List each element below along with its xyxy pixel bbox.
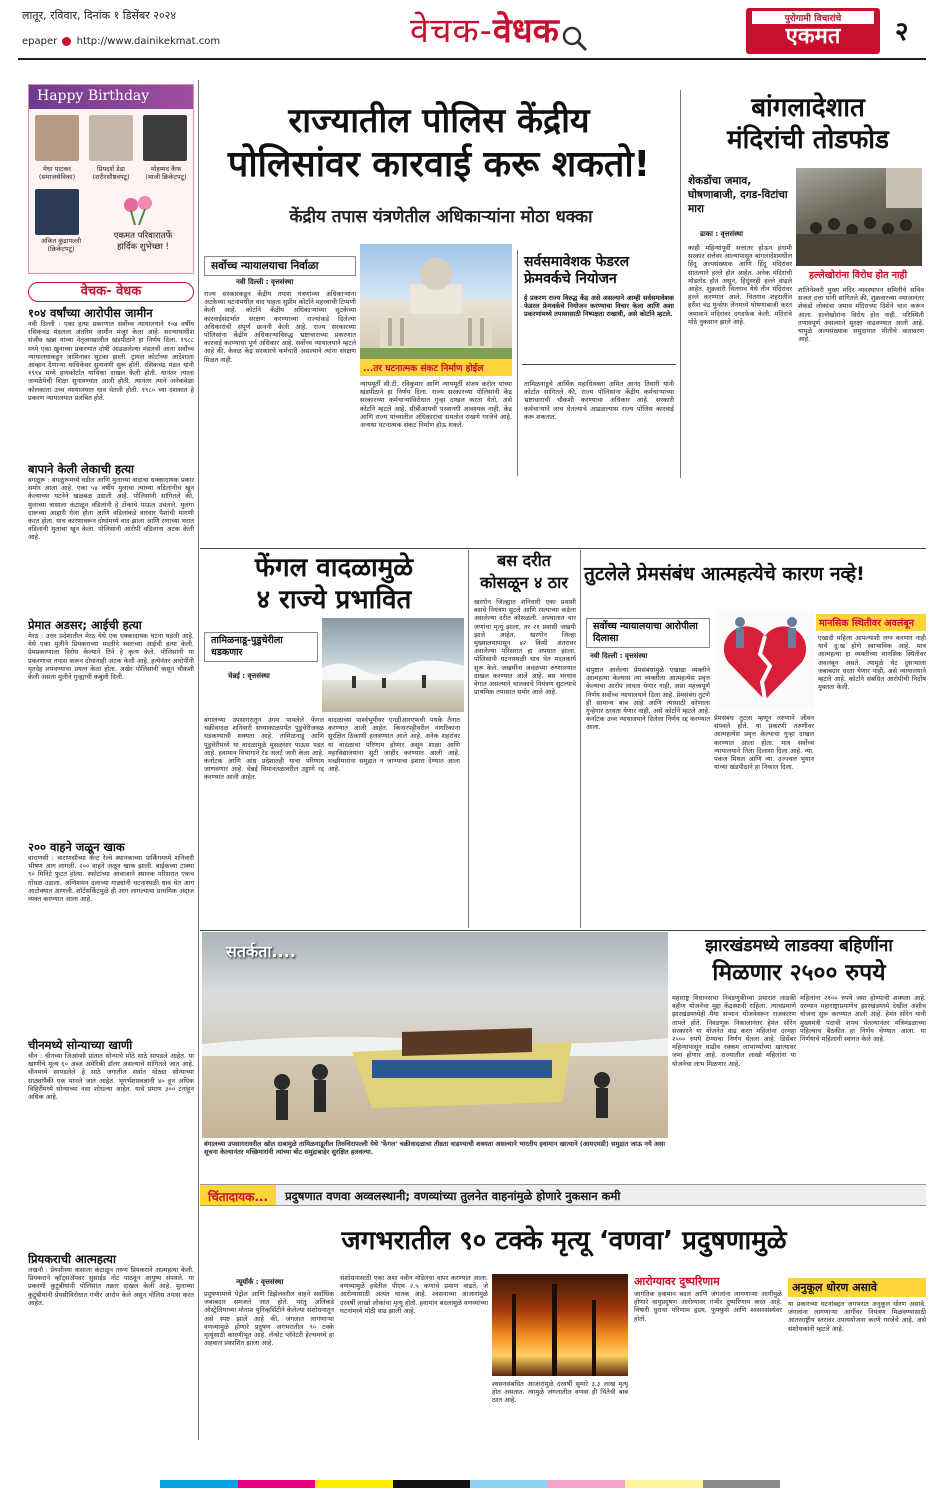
cyclone-headline: फेंगल वादळामुळे ४ राज्ये प्रभावित (254, 553, 414, 615)
fire-body: प्रदुषणामध्ये पेट्रोल आणि डिझेलवरील वाहने सर्वाधिक जबाबदार समजले जात होते. परंतु अलिकडे ऑस्ट्रेलियाच्या मोनाश युनिव्हर्सिटीने केलेल्या संशोधनातून असे स्पष्ट झाले आहे की, जंगलात लागणाऱ्या वणव्यामुळे होणारे प्रदुषण जगभरातील ९० टक्के मृत्यूंसाठी कारणीभूत आहे. लॅन्सेट प्लॅनेटरी हेल्थमध्ये हा अहवाल प्रकाशित झाला आहे. (204, 1290, 334, 1348)
breakup-body-3: एखादी महिला आपल्याशी लग्न करणार नाही याचे दु:ख होणे स्वाभाविक आहे. मात्र आत्महत्या हा व्यक्तीच्या मानसिक स्थितीवर अवलंबून असते. त्यामुळे थेट दुसऱ्याला जबाबदार धरता येणार नाही, असे न्यायालयाने म्हटले आहे. कोर्टाने संबंधित आरोपीची निर्दोष मुक्तता केली. (818, 634, 926, 692)
birthday-photo-3 (143, 115, 187, 161)
lead-tag: सर्वोच्च न्यायालयाचा निर्वाळा (204, 256, 356, 276)
breakup-body-2: प्रेमसंबंध तुटला म्हणून तरुणाने जीवन संपवले होते. या प्रकरणी तरुणीवर आत्महत्येस प्रवृत्त केल्याचा गुन्हा दाखल करण्यात आला होता. मात्र सर्वोच्च न्यायालयाने तिला दिलासा दिला आहे. न्या. पंकज मिथल आणि न्या. उज्ज्वल भुयान यांच्या खंडपीठाने हा निकाल दिला. (714, 714, 814, 772)
bangladesh-body-2: शांतिनेश्वरी मुख्य मंदिर व्यवस्थापन समितीचे सचिव सजल दत्ता यांनी सांगितले की, शुक्रवारच्या नमाजानंतर शेकडो लोकांचा जमाव मंदिराच्या दिशेने चाल करून आला. हल्लेखोरांना विरोध होत नाही. परिस्थिती तणावपूर्ण असल्याने सुरक्षा वाढवण्यात आली आहे. यामुळे अल्पसंख्याक समुदायात भीतीचे वातावरण आहे. (798, 286, 924, 344)
bangladesh-photo-caption: हल्लेखोरांना विरोध होत नाही (790, 266, 926, 283)
sidebar-heading-6: प्रियकराची आत्महत्या (28, 1252, 116, 1266)
globe-icon (62, 37, 71, 46)
sidebar-heading-3: प्रेमात अडसर; आईची हत्या (28, 618, 142, 632)
sidebar-section-title: वेचक- वेधक (28, 282, 194, 302)
breakup-body: संपुष्टात आलेल्या प्रेमसंबंधांमुळे एखाद्या व्यक्तीने आत्महत्या केल्यास त्या व्यक्तीला आत्महत्येस प्रवृत्त केल्याचा आरोप लावता येणार नाही, असा महत्त्वपूर्ण निर्णय सर्वोच्च न्यायालयाने दिला आहे. प्रेमसंबंध तुटणे ही सामान्य बाब आहे आणि त्यासाठी कोणाला गुन्हेगार ठरवता येणार नाही, असे कोर्टाने म्हटले आहे. कर्नाटक उच्च न्यायालयाने दिलेला निर्णय रद्द करण्यात आला. (586, 666, 710, 732)
pollution-banner-label: चिंतादायक... (200, 1185, 276, 1206)
birthday-wish: एकमत परिवारातर्फे हार्दिक शुभेच्छा ! (113, 231, 173, 252)
lead-body-col1: राज्य सरकारकडून केंद्रीय तपास यंत्रणांच्या अधिकाऱ्यांना अटकेच्या घटनांमधील वाद पाहता सुप्रीम कोर्टाने महत्त्वाची टिप्पणी केली आहे. कोर्टाने केंद्रीय अधिकाऱ्यांच्या सुटकेच्या कारवाईसंदर्भात संरक्षण करण्याच्या राज्यांकडे दिलेल्या अधिकारांची संपूर्ण छाननी केली आहे. राज्य सरकारच्या पोलिसांना केंद्रीय अधिकाऱ्यांविरुद्ध भ्रष्टाचाराच्या प्रकरणात कारवाई करण्याचा पूर्ण अधिकार आहे. सर्वोच्च न्यायालयाने म्हटले आहे की, केवळ केंद्र सरकारचे कर्मचारी असल्याने त्यांना संरक्षण मिळत नाही. (204, 290, 356, 364)
sidebar-body-5: चीन : चीनच्या जिआंग्शी प्रांतात सोन्याचे मोठे साठे सापडले आहेत. या खाणींचे मूल्य ६० अब्ज अमेरिकी डॉलर असल्याचे सांगितले जात आहे. चीनमध्ये सापडलेले हे साठे जगातील सर्वात मोठ्या सोन्याच्या साठ्यांपैकी एक मानले जात आहेत. भूगर्भशास्त्रज्ञांनी ४० हून अधिक विहिरींमध्ये सोन्याच्या नसा शोधल्या आहेत. याचे प्रमाण ३०० टनांहून अधिक आहे. (28, 1052, 194, 1102)
pollution-banner (200, 1184, 926, 1206)
cyclone-tag: तामिळनाडू-पुडुचेरीला धडकणार (204, 632, 318, 662)
sidebar-heading-2: बापाने केली लेकाची हत्या (28, 462, 135, 476)
fire-headline: जगभरातील ९० टक्के मृत्यू ‘वणवा’ प्रदुषणामुळे (341, 1226, 787, 1256)
color-registration-bar (160, 1480, 780, 1488)
magnifier-icon (560, 24, 588, 52)
bus-headline: बस दरीत कोसळून ४ ठार (480, 551, 568, 592)
federal-body: हे प्रकरण राज्य विरुद्ध केंद्र असे असल्याने आम्ही सर्वसमावेशक फेडरल फ्रेमवर्कचे नियोजन करण्याचा विचार केला आणि अशा प्रकरणांमध्ये तपासासाठी निष्पक्षता राखावी, असे कोर्टाने म्हटले. (524, 294, 674, 319)
federal-headline: सर्वसमावेशक फेडरल फ्रेमवर्कचे नियोजन (524, 254, 630, 287)
birthday-title: Happy Birthday (29, 85, 193, 109)
sidebar-body-6: लखनौ : प्रेयसीच्या त्रासाला कंटाळून तरुण प्रियकराने आत्महत्या केली. प्रियकराने व्हॉट्सअ‍ॅपवर सुसाईड नोट पाठवून आयुष्य संपवले. या प्रकरणी कुटुंबीयांनी पोलिसांत तक्रार दाखल केली आहे. मुलाच्या कुटुंबीयांनी प्रेयसीविरोधात गंभीर आरोप केले असून पोलिस तपास करत आहेत. (28, 1266, 194, 1307)
photo-story-caption: बंगालच्या उपसागरावरील खोल दाबामुळे तामिळनाडूतील तिरुचिरापल्ली येथे 'फेंगल' चक्रीवादळाचा तीव्रता वाढण्याची शक्यता असल्याने भारतीय हवामान खात्याने (आयएमडी) समुद्रात जाऊ नये असा सूचना केल्यानंतर मच्छिमारांनी त्यांच्या बोट समुद्राबाहेर सुरक्षित हलवल्या. (204, 1140, 666, 1157)
birthday-photo-4 (35, 189, 79, 235)
sidebar-news (28, 306, 194, 1442)
fire-tag-health: आरोग्यावर दुष्परिणाम (634, 1275, 720, 1288)
lead-dateline: नवी दिल्ली : वृत्तसंस्था (236, 278, 294, 286)
cyclone-body-2: वादळाच्या पार्श्वभूमीवर एनडीआरएफची पथके तैनात करण्यात आली आहेत. किनारपट्टीवरील नागरिकांना सुरक्षित ठिकाणी हलवण्यात आले आहे. अनेक शहरांवर या वादळाचा परिणाम होणार असून शाळा आणि महाविद्यालयांना सुटी जाहीर करण्यात आली आहे. मच्छीमारांना समुद्रात न जाण्याचा इशारा देण्यात आला आहे. (328, 716, 460, 774)
fire-body-5: या प्रकारच्या घटनांबद्दल जगभरात अनुकूल धोरण असावे. जंगलांना लागणाऱ्या आगींवर नियंत्रण मिळवण्यासाठी आंतरराष्ट्रीय स्तरावर उपाययोजना करणे गरजेचे आहे, असे संशोधकांनी म्हटले आहे. (788, 1300, 926, 1333)
lead-photo-caption: ...तर घटनात्मक संकट निर्माण होईल (360, 359, 512, 376)
cyclone-body: बंगालच्या उपसागरातून उगम पावलेले फेंगल चक्रीवादळ शनिवारी संध्याकाळपर्यंत पुडुचेरीजवळ धडकण्याची शक्यता आहे. तामिळनाडू आणि पुडुचेरीमध्ये या वादळामुळे मुसळधार पाऊस पडत आहे. हवामान विभागाने रेड अलर्ट जारी केला आहे. कर्नाटक आणि आंध्र प्रदेशातही याचा परिणाम जाणवणार आहे. चेन्नई विमानतळावरील उड्डाणे रद्द करण्यात आली आहेत. (204, 716, 324, 782)
epaper-label: epaper (22, 36, 58, 47)
sidebar-heading-4: २०० वाहने जळून खाक (28, 840, 125, 854)
birthday-photo-2 (89, 115, 133, 161)
fire-body-3: श्वसनसंबंधित आजारांमुळे दरवर्षी सुमारे ३.३ लाख मृत्यू होत असतात. त्यामुळे जंगलातील वणवा ही चिंतेची बाब ठरत आहे. (492, 1380, 628, 1405)
fire-body-4: जागतिक हवामान बदल आणि जंगलांना लागणाऱ्या आगींमुळे होणारे वायुप्रदुषण आरोग्यावर गंभीर दुष्परिणाम करत आहे. विषारी धुराचा परिणाम हृदय, फुफ्फुसे आणि श्वसनसंस्थेवर होतो. (634, 1290, 782, 1323)
fire-dateline: न्यूयॉर्क : वृत्तसंस्था (236, 1278, 284, 1286)
forest-fire-photo (492, 1274, 628, 1376)
lead-body-col2b: न्यायमूर्ती सी.टी. रविकुमार आणि न्यायमूर्ती संजय करोल यांच्या खंडपीठाने हा निर्णय दिला. राज्य सरकारच्या पोलिसांनी केंद्र सरकारच्या कर्मचाऱ्यांविरोधात गुन्हा दाखल करता येतो, असे कोर्टाने म्हटले आहे. सीबीआयची परवानगी आवश्यक नाही. केंद्र आणि राज्य यांच्यातील अधिकारांचा समतोल राखणे गरजेचे आहे, अन्यथा घटनात्मक संकट निर्माण होऊ शकते. (360, 380, 512, 430)
bus-body: खरगोन जिल्ह्यात शनिवारी एका प्रवासी बसचे नियंत्रण सुटले आणि रस्त्याच्या कडेला असलेल्या दरीत कोसळली. अपघातात चार जणांचा मृत्यू झाला, तर २१ प्रवासी जखमी झाले आहेत. खरगोन जिल्हा मुख्यालयापासून ४२ किमी अंतरावर असलेल्या परिसरात हा अपघात झाला. पोलिसांनी घटनास्थळी धाव घेत मदतकार्य सुरू केले. जखमींना जवळच्या रुग्णालयात दाखल करण्यात आले आहे. बस भरधाव वेगात असल्याने चालकाचे नियंत्रण सुटल्याचे प्राथमिक तपासात समोर आले आहे. (474, 598, 576, 697)
birthday-person-4: अंकित कुंद्रापल्ली (क्रिकेटपटू) (40, 237, 82, 254)
bangladesh-dateline: ढाका : वृत्तसंस्था (700, 230, 743, 238)
birthday-person-3: मोहम्मद कैफ (माजी क्रिकेटपटू) (145, 165, 187, 182)
sidebar-body-1: नवी दिल्ली : एका हत्या प्रकरणात सर्वोच्च न्यायालयाने १०४ वर्षीय रसिकचंद्र मंडलला अंतरिम जामीन मंजूर केला आहे. सरन्यायाधीश संजीव खन्ना यांच्या नेतृत्वाखालील खंडपीठाने हा निर्णय दिला. १९८८ मध्ये एका खुनाच्या प्रकरणात दोषी आढळलेल्या मंडलची आता सर्वोच्च न्यायालयाकडून जामिनावर सुटका झाली. ट्रायल कोर्टाच्या आदेशाला आव्हान देणाऱ्या याचिकेवर सुनावणी सुरू होती. रसिकचंद्र मंडल यांनी १९९४ मध्ये हायकोर्टात याचिका दाखल केली होती. यानंतर त्याला जन्मठेपेची शिक्षा सुनावण्यात आली होती. त्यानंतर त्याने अनेकवेळा कोलकाता उच्च न्यायालयात धाव घेतली होती. १९८० च्या दशकात हे प्रकरण न्यायालयात प्रलंबित होते. (28, 320, 194, 402)
birthday-person-2: प्रियदर्श डेढा (शरीरसौष्ठवपटू) (92, 165, 130, 182)
fire-body-2: संशोधनासाठी एका अशा नवीन मॉडेलचा वापर करण्यात आला. वणव्यामुळे हवेतील पीएम २.५ कणांचे प्रमाण वाढते, जे आरोग्यासाठी अत्यंत घातक आहे. श्वसनाच्या आजारांमुळे दरवर्षी लाखो लोकांचा मृत्यू होतो. हवामान बदलामुळे वणव्यांच्या घटनांमध्ये मोठी वाढ झाली आहे. (340, 1274, 488, 1315)
lead-subhead: केंद्रीय तपास यंत्रणेतील अधिकाऱ्यांना मोठा धक्का (289, 207, 593, 227)
bangladesh-protest-photo (796, 168, 922, 266)
masthead-left: वेचक- (410, 11, 493, 51)
jharkhand-body-2: महिलांना २१०० रुपये जमा होण्याची शक्यता आहे. दरम्यान महाराष्ट्राप्रमाणेच झारखंडमध्ये देखील अशीच योजना सुरू करण्यात आली आहे. हेमंत सोरेन यांनी मुख्यमंत्री पदाची शपथ घेतल्यानंतर मंत्रिमंडळाच्या पहिल्याच बैठकीत हा निर्णय घेण्यात आला. या निर्णयाचे महिलांनी स्वागत केले आहे. (800, 994, 926, 1044)
broken-heart-photo (716, 610, 814, 710)
breakup-tag: सर्वोच्च न्यायालयाचा आरोपीला दिलासा (586, 618, 710, 648)
lead-headline: राज्यातील पोलिस केंद्रीय पोलिसांवर कारवाई करू शकतो! (227, 101, 651, 185)
supreme-court-photo (360, 244, 512, 376)
photo-story-label: सतर्कता.... (226, 942, 296, 961)
bangladesh-headline: बांगलादेशात मंदिरांची तोडफोड (727, 93, 889, 155)
page-number: २ (895, 17, 909, 47)
breakup-headline: तुटलेले प्रेमसंबंध आत्महत्येचे कारण नव्हे! (584, 563, 865, 585)
breakup-side-tag: मानसिक स्थितीवर अवलंबून (816, 614, 926, 631)
birthday-photo-1 (35, 115, 79, 161)
birthday-box (28, 84, 194, 274)
masthead (410, 6, 588, 56)
sidebar-body-3: मेरठ : उत्तर प्रदेशातील मेरठ येथे एक धक्कादायक घटना घडली आहे. येथे एका मुलीने प्रियकराच्या मदतीने स्वतःच्या आईची हत्या केली. प्रेमप्रकरणाला विरोध केल्याने तिने हे कृत्य केले. पोलिसांनी या प्रकरणाचा तपास करून दोघांनाही अटक केली आहे. हत्येनंतर आरोपींनी मृतदेह लपवण्याचा प्रयत्न केला होता. अखेर पोलिसांनी कसून चौकशी केली असता मुलीने गुन्ह्याची कबुली दिली. (28, 632, 194, 682)
epaper-url: http://www.dainikekmat.com (76, 36, 221, 47)
sidebar-body-4: वाराणसी : वाराणसीच्या कॅन्ट रेल्वे स्थानकाच्या पार्किंगमध्ये शनिवारी भीषण आग लागली. २०० वाहने जळून खाक झाली. बाईकच्या टाक्या ९० मिनिटे फुटत होत्या. स्फोटांच्या आवाजाने स्थानक परिसरात एकच गोंधळ उडाला. अग्निशमन दलाच्या गाड्यांनी घटनास्थळी धाव घेत आग आटोक्यात आणली. शॉर्टसर्किटमुळे ही आग लागल्याचा प्राथमिक अंदाज व्यक्त करण्यात आला आहे. (28, 854, 194, 904)
masthead-right: वेधक (492, 11, 559, 51)
brand-logo (746, 8, 880, 54)
federal-body-2: तामिळनाडूचे आर्थिक महाधिवक्ता अमित आनंद तिवारी यांनी कोर्टात सांगितले की, राज्य पोलिसांना केंद्रीय कर्मचाऱ्यांच्या भ्रष्टाचाराची चौकशी करण्याचा अधिकार आहे. सरकारी कर्मचाऱ्याने लाच घेतल्याचे आढळल्यास राज्य पोलिस कारवाई करू शकतात. (524, 380, 674, 421)
sidebar-heading-1: १०४ वर्षांच्या आरोपीस जामीन (28, 306, 153, 320)
cyclone-dateline: चेन्नई : वृत्तसंस्था (228, 672, 270, 680)
fishing-boat-photo (202, 932, 668, 1138)
fire-tag-policy: अनुकूल धोरण असावे (788, 1278, 926, 1297)
cyclone-waves-photo (322, 618, 464, 712)
brand-tagline: पुरोगामी विचारांचे (752, 11, 874, 24)
bangladesh-body: काही महिन्यांपूर्वी सत्तांतर होऊन हंगामी सरकार सत्तेवर आल्यापासून बांगलादेशमधील हिंदू अल्पसंख्याक आणि हिंदू मंदिरांवर सातत्याने हल्ले होत आहेत. अनेक मंदिरांची मोडतोड होत असून, हिंदूंवरही हल्ले वाढले आहेत. शुक्रवारी चितगाव येथे तीन मंदिरांवर हल्ले करण्यात आले. चितगाव शहरातील हरीश चंद्र मुन्सेफ लेनमध्ये घोषणाबाजी करत जमावाने मंदिरांवर दगडफेक केली. मंदिरांचे मोठे नुकसान झाले आहे. (688, 244, 792, 326)
sidebar-heading-5: चीनमध्ये सोन्याच्या खाणी (28, 1038, 133, 1052)
birthday-person-1: मेधा पाटकर (समाजसेविका) (38, 165, 76, 182)
breakup-dateline: नवी दिल्ली : वृत्तसंस्था (590, 652, 648, 660)
flower-icon (121, 195, 157, 229)
pollution-banner-text: प्रदुषणात वणवा अव्वलस्थानी; वणव्यांच्या तुलनेत वाहनांमुळे होणारे नुकसान कमी (285, 1189, 621, 1203)
dateline: लातूर, रविवार, दिनांक १ डिसेंबर २०२४ (22, 9, 177, 22)
brand-name: एकमत (785, 24, 841, 49)
sidebar-body-2: बंगळूरू : बंगळुरूमध्ये वडील आणि मुलाच्या वादाचा धक्कादायक प्रकार समोर आला आहे. एका ५४ वर्षीय मुलाचा त्याच्या वडिलांनीच खून केल्याच्या घटनेने खळबळ उडाली आहे. पोलिसांनी सांगितले की, मुलाच्या त्रासाला कंटाळून वडिलांनी हे टोकाचे पाऊल उचलले. मुलगा दारूच्या आहारी गेला होता आणि वडिलांकडे वारंवार पैशांची मागणी करत होता. याच कारणावरून दोघांमध्ये वाद झाला आणि रागाच्या भरात वडिलांनी मुलाचा खून केला. पोलिसांनी आरोपी वडिलांना अटक केली आहे. (28, 476, 194, 542)
jharkhand-headline: झारखंडमध्ये लाडक्या बहिणींना मिळणार २५०० रुपये (705, 936, 893, 986)
bangladesh-subhead: शेकडोंचा जमाव, घोषणाबाजी, दगड-विटांचा मारा (688, 175, 788, 215)
jharkhand-body: महाराष्ट्र विधानसभा निवडणुकीच्या प्रचारात लाडकी बहीण योजनेचा मुद्दा केंद्रस्थानी राहिला. त्याचप्रमाणे झारखंडमध्येही मैया सन्मान योजनेवरून राजकारण तापले होते. निवडणूक निकालानंतर हेमंत सोरेन सरकारने या योजनेत वाढ करत महिलांना दरमहा २५०० रुपये देण्याचा निर्णय घेतला आहे. डिसेंबर महिन्यापासून वाढीव रक्कम लाभार्थ्यांच्या खात्यावर जमा होणार आहे. राज्यातील लाखो महिलांना या योजनेचा लाभ मिळणार आहे. (672, 994, 796, 1068)
epaper-link[interactable] (22, 36, 220, 47)
